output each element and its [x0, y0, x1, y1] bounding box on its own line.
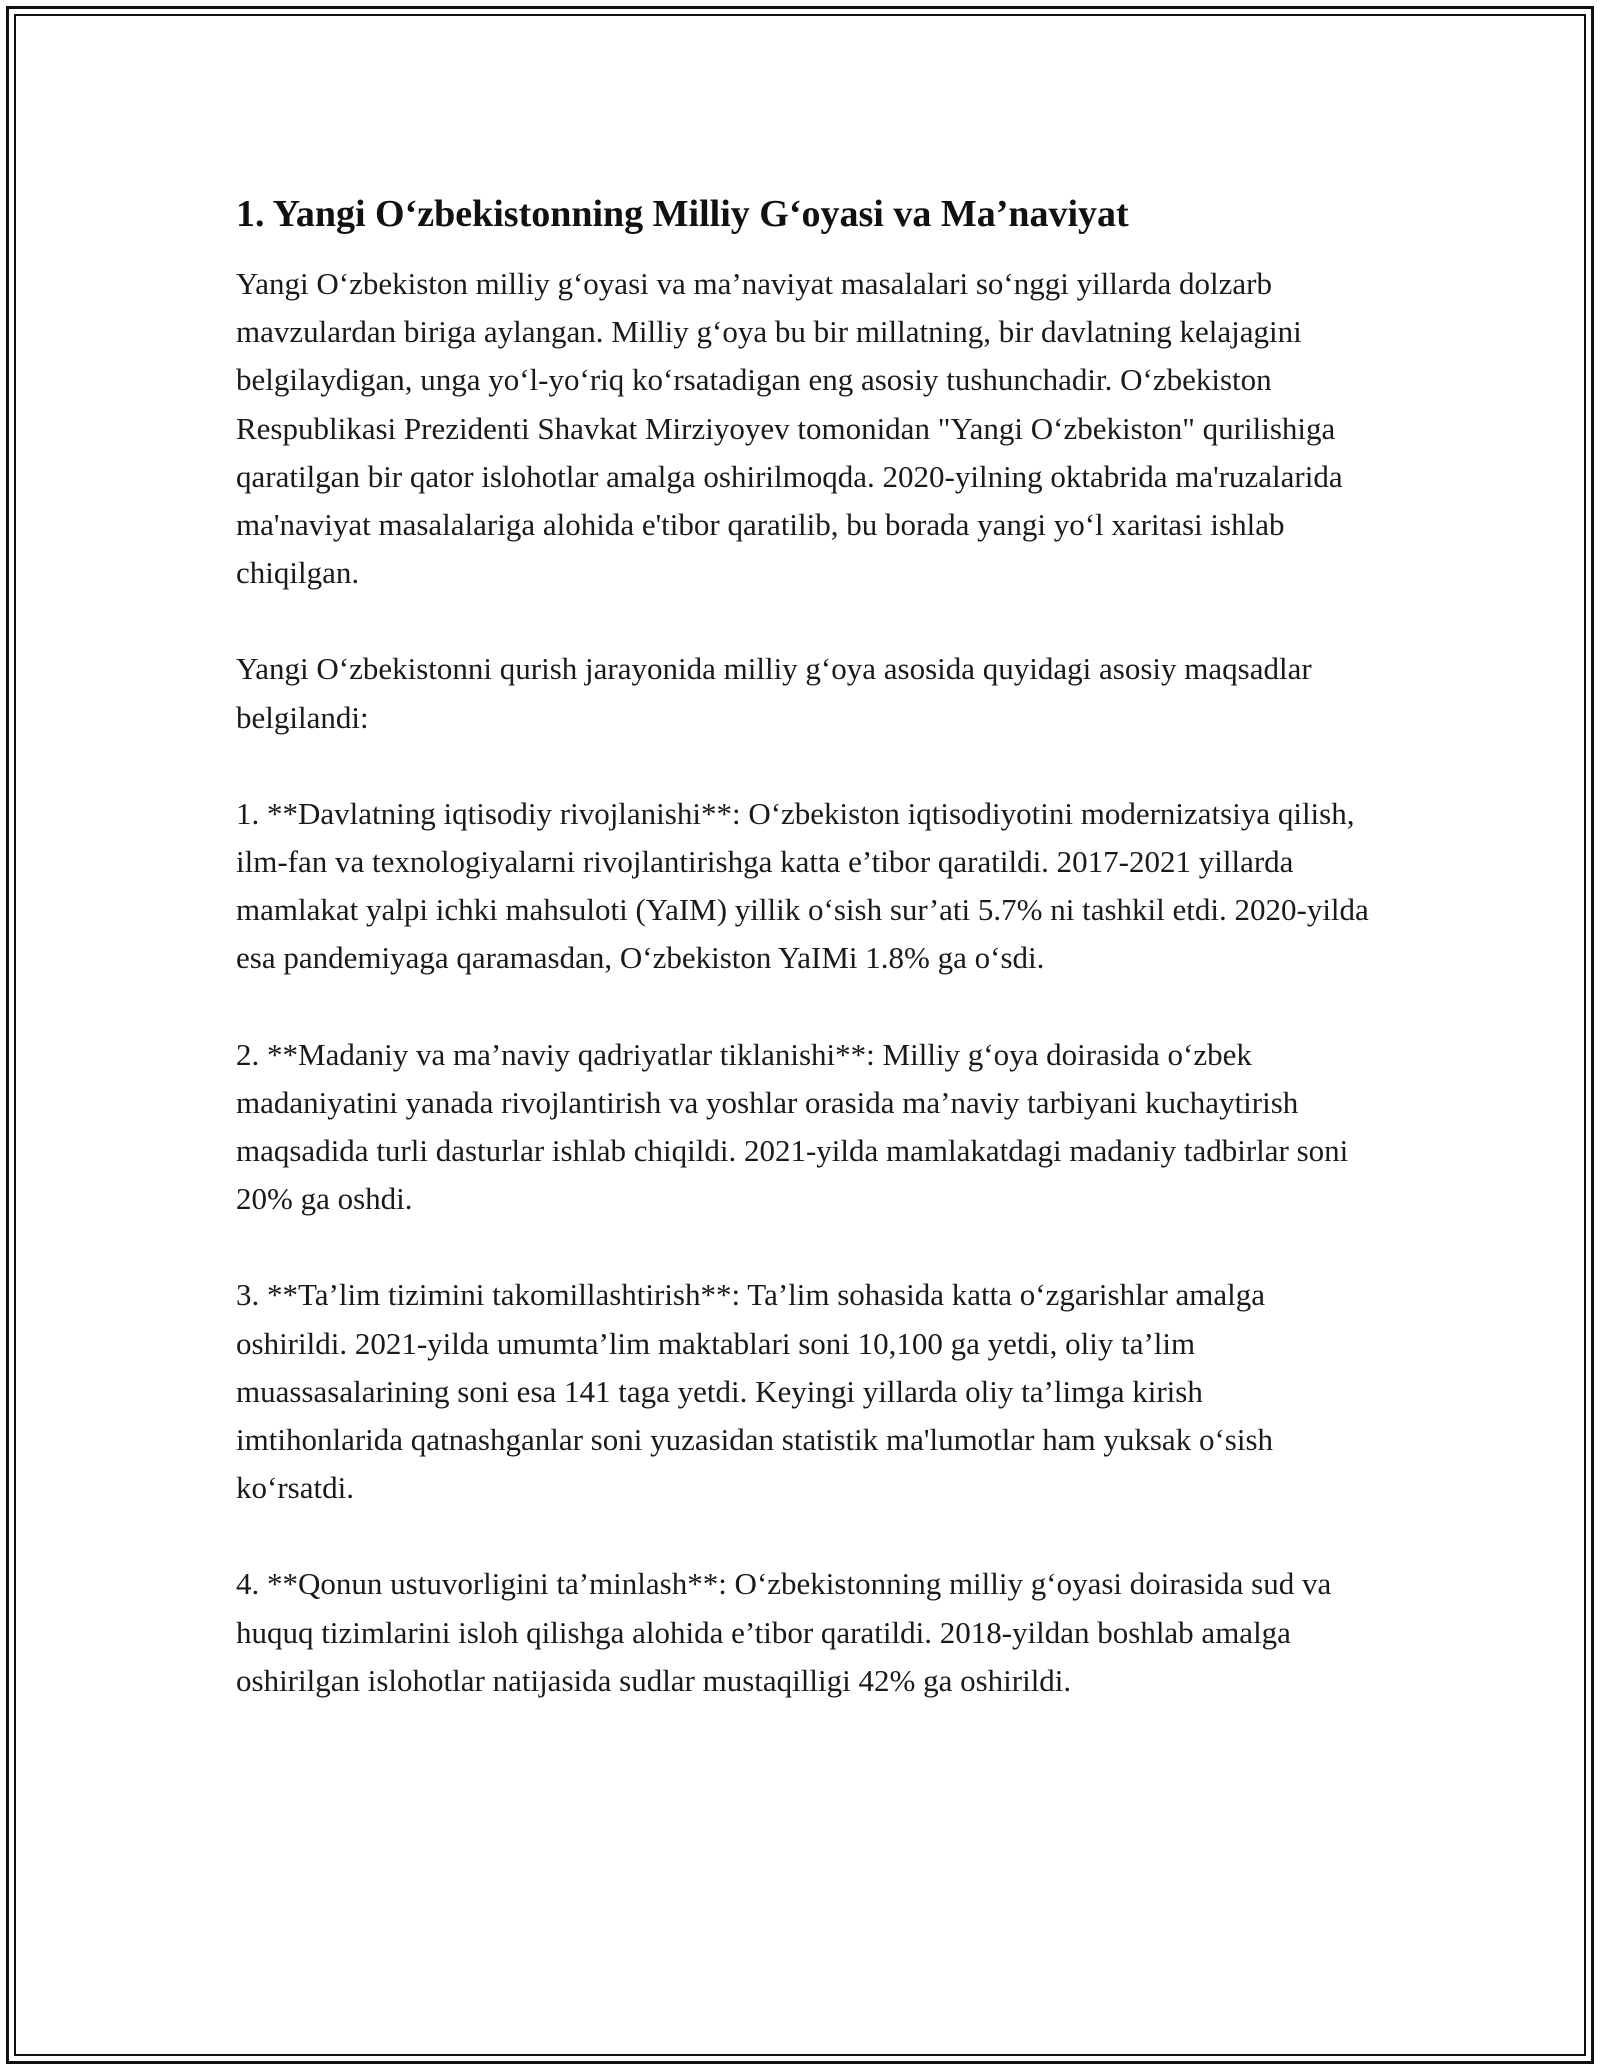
goal-item-culture: 2. **Madaniy va ma’naviy qadriyatlar tiklanishi**: Milliy g‘oya doirasida o‘zbek madaniyatini yanada rivojlantirish va yoshlar orasida ma’naviy tarbiyani kuchaytirish maqsadida turli dasturlar ishlab chiqildi. 2021-yilda mamlakatdagi madaniy tadbirlar soni 20% ga oshdi. — [236, 1036, 1349, 1217]
goal-item-rule-of-law: 4. **Qonun ustuvorligini ta’minlash**: O‘zbekistonning milliy g‘oyasi doirasida sud va huquq tizimlarini isloh qilishga alohida e’tibor qaratildi. 2018-yildan boshlab amalga oshirilgan islohotlar natijasida sudlar mustaqilligi 42% ga oshirildi. — [236, 1566, 1332, 1698]
goals-intro-paragraph: Yangi O‘zbekistonni qurish jarayonida milliy g‘oya asosida quyidagi asosiy maqsadlar belgilandi: — [236, 651, 1312, 735]
goal-item-education: 3. **Ta’lim tizimini takomillashtirish**: Ta’lim sohasida katta o‘zgarishlar amalga oshirildi. 2021-yilda umumta’lim maktablari soni 10,100 ga yetdi, oliy ta’lim muassasalarining soni esa 141 taga yetdi. Keyingi yillarda oliy ta’limga kirish imtihonlarida qatnashganlar soni yuzasidan statistik ma'lumotlar ham yuksak o‘sish ko‘rsatdi. — [236, 1277, 1274, 1506]
section-heading: 1. Yangi O‘zbekistonning Milliy G‘oyasi va Ma’naviyat — [236, 193, 1129, 235]
intro-paragraph: Yangi O‘zbekiston milliy g‘oyasi va ma’naviyat masalalari so‘nggi yillarda dolzarb mavzulardan biriga aylangan. Milliy g‘oya bu bir millatning, bir davlatning kelajagini belgilaydigan, unga yo‘l-yo‘riq ko‘rsatadigan eng asosiy tushunchadir. O‘zbekiston Respublikasi Prezidenti Shavkat Mirziyoyev tomonidan "Yangi O‘zbekiston" qurilishiga qaratilgan bir qator islohotlar amalga oshirilmoqda. 2020-yilning oktabrida ma'ruzalarida ma'naviyat masalalariga alohida e'tibor qaratilib, bu borada yangi yo‘l xaritasi ishlab chiqilgan. — [236, 266, 1343, 591]
goal-item-economy: 1. **Davlatning iqtisodiy rivojlanishi**: O‘zbekiston iqtisodiyotini modernizatsiya qilish, ilm-fan va texnologiyalarni rivojlantirishga katta e’tibor qaratildi. 2017-2021 yillarda mamlakat yalpi ichki mahsuloti (YaIM) yillik o‘sish sur’ati 5.7% ni tashkil etdi. 2020-yilda esa pandemiyaga qaramasdan, O‘zbekiston YaIMi 1.8% ga o‘sdi. — [236, 795, 1369, 976]
document-body — [236, 184, 1376, 1705]
